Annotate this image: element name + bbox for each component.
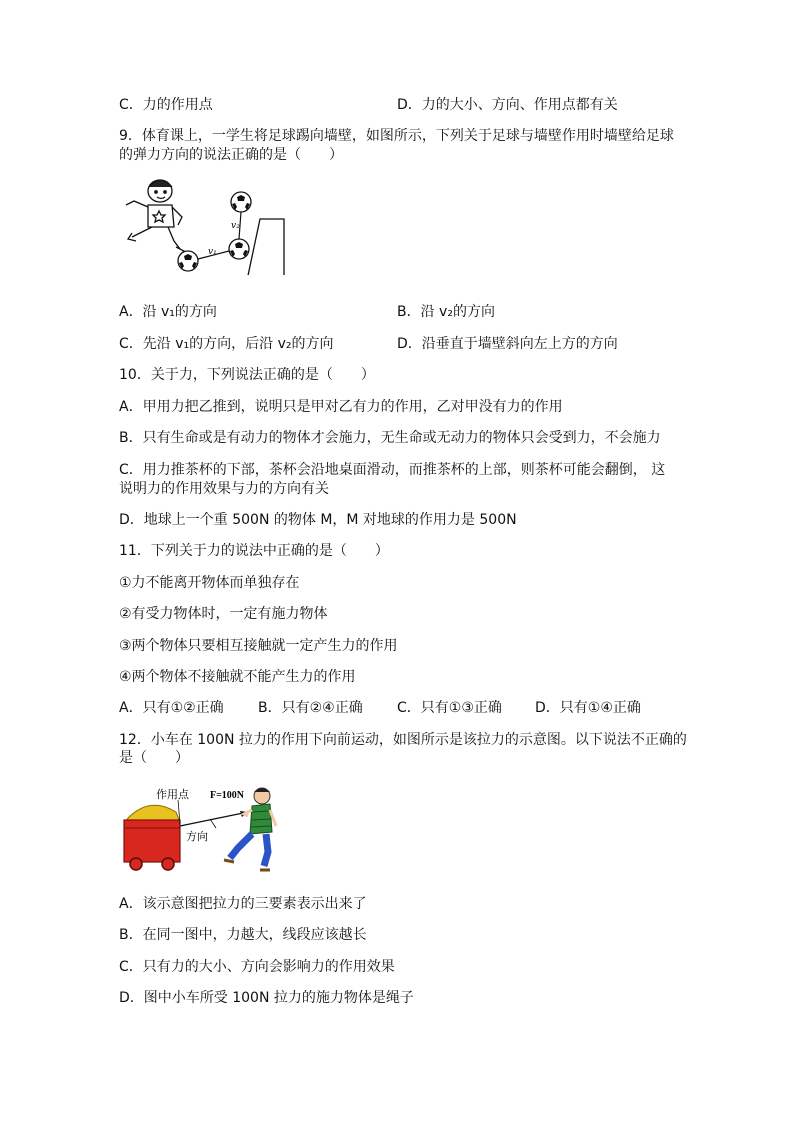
boy-illustration [126,180,184,255]
q11-option-c: C．只有①③正确 [397,700,502,716]
force-value-label: F=100N [210,790,245,801]
q9-figure-football-wall [118,175,298,275]
q12-option-b: B．在同一图中，力越大，线段应该越长 [119,927,367,943]
q11-statement-2: ②有受力物体时，一定有施力物体 [119,606,328,622]
q12-option-c: C．只有力的大小、方向会影响力的作用效果 [119,959,395,975]
q8-option-c: C．力的作用点 [119,97,213,113]
cart-illustration [124,805,180,870]
q10-option-b: B．只有生命或是有动力的物体才会施力，无生命或无动力的物体只会受到力，不会施力 [119,430,661,446]
q11-statement-1: ①力不能离开物体而单独存在 [119,575,300,591]
q9-stem-line1: 9．体育课上，一学生将足球踢向墙壁，如图所示，下列关于足球与墙壁作用时墙壁给足球 [119,128,674,144]
q11-statement-3: ③两个物体只要相互接触就一定产生力的作用 [119,638,398,654]
football-icon [231,192,251,212]
q11-statement-4: ④两个物体不接触就不能产生力的作用 [119,669,356,685]
q12-option-d: D．图中小车所受 100N 拉力的施力物体是绳子 [119,990,414,1006]
q9-option-c: C．先沿 v₁的方向，后沿 v₂的方向 [119,336,334,352]
q9-option-d: D．沿垂直于墙壁斜向左上方的方向 [397,336,618,352]
football-icon [178,251,198,271]
q9-stem-line2: 的弹力方向的说法正确的是（ ） [119,147,343,163]
v1-label: v₁ [208,247,217,257]
q12-stem-line1: 12．小车在 100N 拉力的作用下向前运动，如图所示是该拉力的示意图。以下说法不正确的 [119,732,687,748]
q9-option-a: A．沿 v₁的方向 [119,304,217,320]
q10-stem: 10．关于力，下列说法正确的是（ ） [119,367,375,383]
q10-option-a: A．甲用力把乙推到，说明只是甲对乙有力的作用，乙对甲没有力的作用 [119,399,563,415]
q10-option-d: D．地球上一个重 500N 的物体 M，M 对地球的作用力是 500N [119,512,517,528]
wall-shape [246,219,284,275]
q10-option-c-line2: 说明力的作用效果与力的方向有关 [119,481,329,497]
q8-option-d: D．力的大小、方向、作用点都有关 [397,97,618,113]
v2-label: v₂ [231,221,240,231]
q10-option-c-line1: C．用力推茶杯的下部，茶杯会沿地桌面滑动，而推茶杯的上部，则茶杯可能会翻倒， 这 [119,462,666,478]
force-arrow-line [180,812,248,826]
q12-stem-line2: 是（ ） [119,750,189,766]
direction-label: 方向 [186,831,208,843]
football-icon [229,239,249,259]
q9-option-b: B．沿 v₂的方向 [397,304,495,320]
q11-options-row [119,699,679,717]
q12-figure-cart-pull [120,782,280,878]
q11-stem: 11．下列关于力的说法中正确的是（ ） [119,543,389,559]
point-of-application-label: 作用点 [156,789,189,801]
q12-option-a: A．该示意图把拉力的三要素表示出来了 [119,896,367,912]
q11-option-a: A．只有①②正确 [119,700,224,716]
q11-option-b: B．只有②④正确 [258,700,363,716]
q11-option-d: D．只有①④正确 [535,700,641,716]
